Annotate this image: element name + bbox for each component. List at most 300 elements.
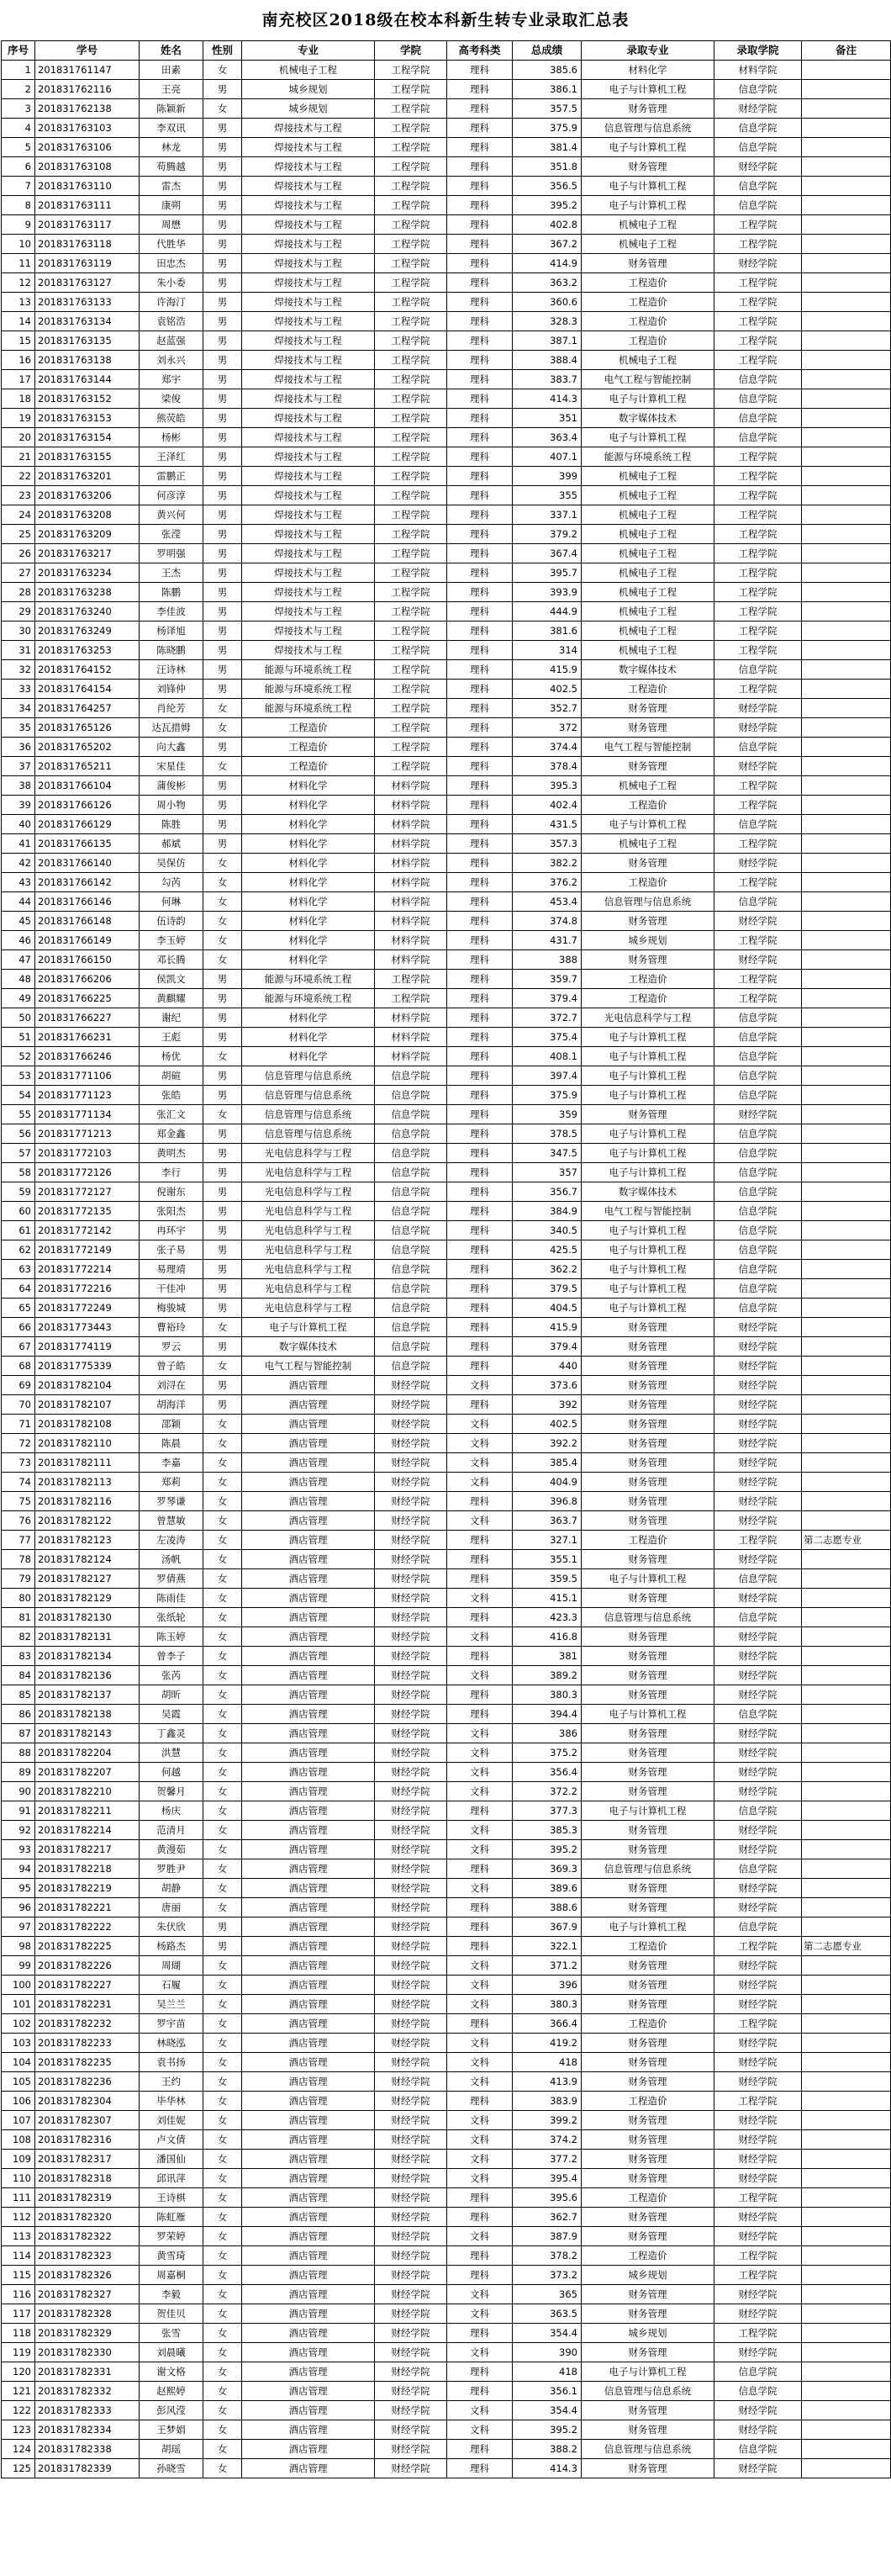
cell-gender: 女 — [203, 2014, 242, 2034]
table-row — [2, 2343, 891, 2362]
table-row — [2, 1182, 891, 1202]
cell-gender: 女 — [203, 1453, 242, 1473]
cell-gender: 女 — [203, 757, 242, 776]
cell-college: 财经学院 — [375, 1453, 447, 1473]
cell-student-id: 201831763111 — [35, 196, 140, 215]
table-row — [2, 525, 891, 544]
cell-name: 罗云 — [140, 1337, 203, 1357]
cell-admitted-major: 信息管理与信息系统 — [582, 119, 714, 138]
cell-admitted-major: 财务管理 — [582, 1473, 714, 1492]
cell-major: 材料化学 — [242, 815, 375, 834]
table-row — [2, 2459, 891, 2478]
cell-student-id: 201831763206 — [35, 486, 140, 505]
cell-exam-category: 理科 — [447, 854, 513, 873]
table-row — [2, 1163, 891, 1182]
cell-major: 酒店管理 — [242, 2169, 375, 2188]
cell-total-score: 423.3 — [513, 1608, 582, 1627]
cell-remarks — [802, 1666, 891, 1685]
cell-total-score: 372.7 — [513, 1008, 582, 1028]
cell-student-id: 201831772135 — [35, 1202, 140, 1221]
cell-major: 酒店管理 — [242, 2343, 375, 2362]
cell-student-id: 201831782332 — [35, 2382, 140, 2401]
cell-college: 信息学院 — [375, 1337, 447, 1357]
cell-student-id: 201831766150 — [35, 950, 140, 970]
cell-gender: 男 — [203, 1163, 242, 1182]
cell-student-id: 201831782232 — [35, 2014, 140, 2034]
cell-admitted-college: 财经学院 — [714, 854, 802, 873]
table-row — [2, 718, 891, 738]
table-row — [2, 1995, 891, 2014]
cell-college: 财经学院 — [375, 1666, 447, 1685]
cell-admitted-college: 财经学院 — [714, 1473, 802, 1492]
cell-total-score: 375.4 — [513, 1028, 582, 1047]
cell-name: 贺馨月 — [140, 1782, 203, 1801]
cell-admitted-major: 财务管理 — [582, 2304, 714, 2324]
cell-gender: 女 — [203, 1627, 242, 1647]
cell-major: 酒店管理 — [242, 1453, 375, 1473]
table-row — [2, 1782, 891, 1801]
cell-index: 65 — [2, 1299, 35, 1318]
cell-exam-category: 文科 — [447, 1956, 513, 1976]
cell-remarks — [802, 2362, 891, 2382]
cell-major: 酒店管理 — [242, 1801, 375, 1821]
cell-remarks — [802, 61, 891, 80]
cell-total-score: 363.2 — [513, 273, 582, 293]
cell-college: 信息学院 — [375, 1357, 447, 1376]
cell-total-score: 373.2 — [513, 2266, 582, 2285]
cell-college: 信息学院 — [375, 1318, 447, 1337]
header-admitted-college: 录取学院 — [714, 41, 802, 61]
cell-college: 财经学院 — [375, 2092, 447, 2111]
cell-name: 袁铭浩 — [140, 312, 203, 331]
cell-major: 能源与环境系统工程 — [242, 970, 375, 989]
cell-gender: 女 — [203, 2227, 242, 2246]
cell-college: 工程学院 — [375, 680, 447, 699]
cell-student-id: 201831782131 — [35, 1627, 140, 1647]
cell-student-id: 201831764152 — [35, 660, 140, 680]
cell-major: 焊接技术与工程 — [242, 583, 375, 602]
cell-admitted-college: 财经学院 — [714, 2401, 802, 2420]
cell-student-id: 201831782214 — [35, 1821, 140, 1840]
cell-gender: 男 — [203, 815, 242, 834]
header-name: 姓名 — [140, 41, 203, 61]
cell-college: 工程学院 — [375, 177, 447, 196]
table-row — [2, 2053, 891, 2072]
cell-college: 财经学院 — [375, 2246, 447, 2266]
cell-gender: 女 — [203, 2440, 242, 2459]
cell-major: 酒店管理 — [242, 1395, 375, 1415]
cell-admitted-major: 财务管理 — [582, 2227, 714, 2246]
cell-major: 酒店管理 — [242, 1956, 375, 1976]
cell-name: 梅骏城 — [140, 1299, 203, 1318]
cell-admitted-college: 财经学院 — [714, 1415, 802, 1434]
cell-exam-category: 理科 — [447, 1163, 513, 1182]
cell-name: 胡碹 — [140, 1066, 203, 1086]
table-row — [2, 312, 891, 331]
cell-admitted-major: 电子与计算机工程 — [582, 177, 714, 196]
cell-name: 刘浔在 — [140, 1376, 203, 1395]
cell-student-id: 201831763117 — [35, 215, 140, 235]
cell-gender: 女 — [203, 1569, 242, 1589]
cell-college: 工程学院 — [375, 351, 447, 370]
cell-college: 财经学院 — [375, 2227, 447, 2246]
cell-admitted-major: 信息管理与信息系统 — [582, 2382, 714, 2401]
cell-college: 财经学院 — [375, 1608, 447, 1627]
cell-college: 财经学院 — [375, 1492, 447, 1511]
cell-total-score: 402.5 — [513, 1415, 582, 1434]
table-row — [2, 2440, 891, 2459]
table-row — [2, 2420, 891, 2440]
cell-name: 贺佳贝 — [140, 2304, 203, 2324]
cell-admitted-college: 工程学院 — [714, 834, 802, 854]
cell-gender: 男 — [203, 254, 242, 273]
cell-exam-category: 文科 — [447, 2150, 513, 2169]
cell-gender: 女 — [203, 892, 242, 912]
cell-total-score: 371.2 — [513, 1956, 582, 1976]
cell-total-score: 367.4 — [513, 544, 582, 563]
cell-admitted-major: 财务管理 — [582, 1395, 714, 1415]
cell-student-id: 201831782316 — [35, 2130, 140, 2150]
cell-exam-category: 理科 — [447, 1260, 513, 1279]
cell-exam-category: 理科 — [447, 2246, 513, 2266]
cell-admitted-major: 电子与计算机工程 — [582, 1144, 714, 1163]
cell-college: 信息学院 — [375, 1240, 447, 1260]
cell-total-score: 374.2 — [513, 2130, 582, 2150]
cell-admitted-major: 机械电子工程 — [582, 622, 714, 641]
cell-remarks — [802, 1086, 891, 1105]
table-row — [2, 1859, 891, 1879]
cell-admitted-college: 财经学院 — [714, 1956, 802, 1976]
cell-college: 财经学院 — [375, 1569, 447, 1589]
cell-major: 酒店管理 — [242, 2227, 375, 2246]
header-admitted-major: 录取专业 — [582, 41, 714, 61]
cell-exam-category: 理科 — [447, 602, 513, 622]
table-row — [2, 1337, 891, 1357]
cell-name: 王诗棋 — [140, 2188, 203, 2208]
cell-exam-category: 理科 — [447, 796, 513, 815]
cell-gender: 女 — [203, 1473, 242, 1492]
cell-student-id: 201831763119 — [35, 254, 140, 273]
cell-remarks — [802, 1066, 891, 1086]
cell-student-id: 201831764154 — [35, 680, 140, 699]
cell-name: 张阳杰 — [140, 1202, 203, 1221]
table-row — [2, 1144, 891, 1163]
cell-college: 财经学院 — [375, 1840, 447, 1859]
cell-admitted-college: 工程学院 — [714, 563, 802, 583]
cell-index: 3 — [2, 99, 35, 119]
cell-gender: 男 — [203, 970, 242, 989]
cell-name: 田忠杰 — [140, 254, 203, 273]
cell-admitted-major: 财务管理 — [582, 1550, 714, 1569]
cell-student-id: 201831772214 — [35, 1260, 140, 1279]
cell-major: 材料化学 — [242, 796, 375, 815]
cell-major: 酒店管理 — [242, 1608, 375, 1627]
cell-exam-category: 理科 — [447, 293, 513, 312]
cell-college: 财经学院 — [375, 1550, 447, 1569]
cell-total-score: 380.3 — [513, 1685, 582, 1705]
cell-remarks — [802, 796, 891, 815]
cell-major: 电气工程与智能控制 — [242, 1357, 375, 1376]
cell-gender: 男 — [203, 1144, 242, 1163]
cell-remarks — [802, 1376, 891, 1395]
cell-exam-category: 理科 — [447, 312, 513, 331]
cell-index: 50 — [2, 1008, 35, 1028]
cell-student-id: 201831782137 — [35, 1685, 140, 1705]
cell-remarks — [802, 273, 891, 293]
cell-exam-category: 文科 — [447, 1666, 513, 1685]
cell-gender: 女 — [203, 99, 242, 119]
cell-admitted-college: 工程学院 — [714, 215, 802, 235]
cell-student-id: 201831782320 — [35, 2208, 140, 2227]
cell-college: 财经学院 — [375, 2188, 447, 2208]
cell-exam-category: 理科 — [447, 989, 513, 1008]
cell-college: 财经学院 — [375, 2266, 447, 2285]
cell-admitted-major: 工程造价 — [582, 989, 714, 1008]
table-row — [2, 699, 891, 718]
cell-admitted-college: 材料学院 — [714, 61, 802, 80]
cell-gender: 男 — [203, 1240, 242, 1260]
cell-major: 光电信息科学与工程 — [242, 1144, 375, 1163]
cell-remarks — [802, 2053, 891, 2072]
cell-name: 林晓泓 — [140, 2034, 203, 2053]
cell-student-id: 201831763154 — [35, 428, 140, 447]
cell-admitted-college: 财经学院 — [714, 1376, 802, 1395]
cell-total-score: 395.2 — [513, 1840, 582, 1859]
cell-gender: 女 — [203, 1879, 242, 1898]
cell-index: 107 — [2, 2111, 35, 2130]
cell-remarks — [802, 2227, 891, 2246]
cell-total-score: 383.7 — [513, 370, 582, 389]
cell-index: 23 — [2, 486, 35, 505]
cell-gender: 女 — [203, 2208, 242, 2227]
cell-admitted-college: 信息学院 — [714, 1124, 802, 1144]
cell-total-score: 380.3 — [513, 1995, 582, 2014]
cell-admitted-college: 信息学院 — [714, 428, 802, 447]
cell-admitted-college: 财经学院 — [714, 2072, 802, 2092]
cell-name: 洪慧 — [140, 1743, 203, 1763]
cell-college: 财经学院 — [375, 1995, 447, 2014]
cell-exam-category: 理科 — [447, 1898, 513, 1917]
cell-remarks — [802, 2150, 891, 2169]
table-row — [2, 815, 891, 834]
cell-name: 张芮 — [140, 1666, 203, 1685]
table-row — [2, 1589, 891, 1608]
table-row — [2, 1453, 891, 1473]
cell-remarks — [802, 119, 891, 138]
table-row — [2, 1105, 891, 1124]
cell-admitted-major: 电子与计算机工程 — [582, 1124, 714, 1144]
cell-index: 39 — [2, 796, 35, 815]
cell-exam-category: 理科 — [447, 447, 513, 467]
table-row — [2, 215, 891, 235]
table-row — [2, 1492, 891, 1511]
cell-exam-category: 理科 — [447, 428, 513, 447]
header-college: 学院 — [375, 41, 447, 61]
cell-remarks — [802, 757, 891, 776]
cell-index: 75 — [2, 1492, 35, 1511]
cell-college: 财经学院 — [375, 1898, 447, 1917]
cell-college: 财经学院 — [375, 1647, 447, 1666]
cell-major: 酒店管理 — [242, 1531, 375, 1550]
table-row — [2, 2401, 891, 2420]
table-row — [2, 1569, 891, 1589]
cell-name: 侯凯文 — [140, 970, 203, 989]
cell-admitted-major: 电气工程与智能控制 — [582, 1202, 714, 1221]
cell-major: 酒店管理 — [242, 1859, 375, 1879]
cell-index: 119 — [2, 2343, 35, 2362]
cell-major: 酒店管理 — [242, 2420, 375, 2440]
cell-college: 材料学院 — [375, 892, 447, 912]
cell-college: 材料学院 — [375, 1008, 447, 1028]
cell-name: 陈雨佳 — [140, 1589, 203, 1608]
cell-college: 财经学院 — [375, 2459, 447, 2478]
cell-college: 财经学院 — [375, 2440, 447, 2459]
cell-total-score: 395.2 — [513, 2420, 582, 2440]
cell-exam-category: 理科 — [447, 912, 513, 931]
cell-admitted-major: 工程造价 — [582, 1531, 714, 1550]
cell-admitted-college: 信息学院 — [714, 1279, 802, 1299]
cell-total-score: 322.1 — [513, 1937, 582, 1956]
cell-remarks — [802, 428, 891, 447]
table-row — [2, 892, 891, 912]
cell-remarks — [802, 1511, 891, 1531]
cell-index: 7 — [2, 177, 35, 196]
cell-student-id: 201831782231 — [35, 1995, 140, 2014]
cell-admitted-major: 电子与计算机工程 — [582, 1240, 714, 1260]
cell-name: 倪谢东 — [140, 1182, 203, 1202]
cell-exam-category: 理科 — [447, 1492, 513, 1511]
cell-admitted-college: 工程学院 — [714, 544, 802, 563]
cell-remarks — [802, 2130, 891, 2150]
cell-exam-category: 理科 — [447, 738, 513, 757]
cell-index: 28 — [2, 583, 35, 602]
cell-total-score: 359 — [513, 1105, 582, 1124]
cell-major: 光电信息科学与工程 — [242, 1202, 375, 1221]
cell-admitted-major: 电子与计算机工程 — [582, 1066, 714, 1086]
cell-college: 材料学院 — [375, 1028, 447, 1047]
cell-remarks — [802, 1685, 891, 1705]
cell-exam-category: 理科 — [447, 1008, 513, 1028]
cell-admitted-major: 电子与计算机工程 — [582, 1705, 714, 1724]
cell-major: 焊接技术与工程 — [242, 119, 375, 138]
cell-student-id: 201831782221 — [35, 1898, 140, 1917]
cell-admitted-major: 机械电子工程 — [582, 583, 714, 602]
cell-gender: 男 — [203, 293, 242, 312]
cell-admitted-major: 财务管理 — [582, 2169, 714, 2188]
cell-remarks — [802, 2111, 891, 2130]
cell-college: 材料学院 — [375, 950, 447, 970]
cell-exam-category: 理科 — [447, 119, 513, 138]
cell-college: 财经学院 — [375, 1956, 447, 1976]
cell-name: 李玉婷 — [140, 931, 203, 950]
cell-major: 酒店管理 — [242, 1589, 375, 1608]
cell-gender: 女 — [203, 61, 242, 80]
cell-remarks — [802, 1028, 891, 1047]
cell-exam-category: 理科 — [447, 583, 513, 602]
cell-exam-category: 理科 — [447, 622, 513, 641]
cell-total-score: 337.1 — [513, 505, 582, 525]
cell-gender: 男 — [203, 738, 242, 757]
cell-exam-category: 文科 — [447, 2130, 513, 2150]
cell-admitted-college: 信息学院 — [714, 1028, 802, 1047]
page-title: 南充校区2018级在校本科新生转专业录取汇总表 — [261, 11, 630, 29]
cell-student-id: 201831766246 — [35, 1047, 140, 1066]
table-row — [2, 1086, 891, 1105]
cell-total-score: 381.6 — [513, 622, 582, 641]
cell-gender: 女 — [203, 1647, 242, 1666]
cell-gender: 女 — [203, 1859, 242, 1879]
cell-name: 陈玉婷 — [140, 1627, 203, 1647]
cell-name: 罗明强 — [140, 544, 203, 563]
cell-name: 宋星佳 — [140, 757, 203, 776]
cell-total-score: 378.2 — [513, 2246, 582, 2266]
cell-admitted-college: 财经学院 — [714, 2343, 802, 2362]
cell-major: 电子与计算机工程 — [242, 1318, 375, 1337]
cell-college: 工程学院 — [375, 235, 447, 254]
cell-student-id: 201831782130 — [35, 1608, 140, 1627]
cell-name: 张雪 — [140, 2324, 203, 2343]
cell-major: 焊接技术与工程 — [242, 138, 375, 157]
cell-total-score: 360.6 — [513, 293, 582, 312]
cell-index: 27 — [2, 563, 35, 583]
table-row — [2, 1917, 891, 1937]
cell-admitted-major: 财务管理 — [582, 1821, 714, 1840]
cell-college: 工程学院 — [375, 602, 447, 622]
cell-student-id: 201831765211 — [35, 757, 140, 776]
table-row — [2, 1627, 891, 1647]
cell-name: 苟腾越 — [140, 157, 203, 177]
cell-admitted-major: 工程造价 — [582, 273, 714, 293]
cell-major: 酒店管理 — [242, 1473, 375, 1492]
cell-total-score: 387.9 — [513, 2227, 582, 2246]
cell-name: 黄漫茹 — [140, 1840, 203, 1859]
cell-student-id: 201831763134 — [35, 312, 140, 331]
cell-name: 黄明杰 — [140, 1144, 203, 1163]
cell-admitted-college: 财经学院 — [714, 99, 802, 119]
cell-student-id: 201831772142 — [35, 1221, 140, 1240]
cell-admitted-college: 财经学院 — [714, 1434, 802, 1453]
table-row — [2, 834, 891, 854]
cell-total-score: 418 — [513, 2053, 582, 2072]
cell-admitted-major: 电子与计算机工程 — [582, 815, 714, 834]
cell-exam-category: 理科 — [447, 1337, 513, 1357]
cell-college: 财经学院 — [375, 2208, 447, 2227]
cell-student-id: 201831772127 — [35, 1182, 140, 1202]
cell-college: 工程学院 — [375, 583, 447, 602]
cell-admitted-college: 财经学院 — [714, 2459, 802, 2478]
cell-exam-category: 文科 — [447, 1724, 513, 1743]
table-row — [2, 1415, 891, 1434]
cell-gender: 男 — [203, 447, 242, 467]
cell-index: 26 — [2, 544, 35, 563]
cell-exam-category: 理科 — [447, 1917, 513, 1937]
cell-total-score: 390 — [513, 2343, 582, 2362]
cell-total-score: 392 — [513, 1395, 582, 1415]
cell-gender: 女 — [203, 2304, 242, 2324]
cell-gender: 男 — [203, 273, 242, 293]
cell-admitted-college: 工程学院 — [714, 1937, 802, 1956]
cell-admitted-college: 信息学院 — [714, 1240, 802, 1260]
cell-name: 蒲俊彬 — [140, 776, 203, 796]
cell-gender: 女 — [203, 1047, 242, 1066]
cell-total-score: 386 — [513, 1724, 582, 1743]
cell-student-id: 201831782307 — [35, 2111, 140, 2130]
cell-remarks — [802, 138, 891, 157]
cell-college: 财经学院 — [375, 1376, 447, 1395]
cell-name: 杨庆 — [140, 1801, 203, 1821]
cell-remarks — [802, 293, 891, 312]
cell-name: 陈颖新 — [140, 99, 203, 119]
